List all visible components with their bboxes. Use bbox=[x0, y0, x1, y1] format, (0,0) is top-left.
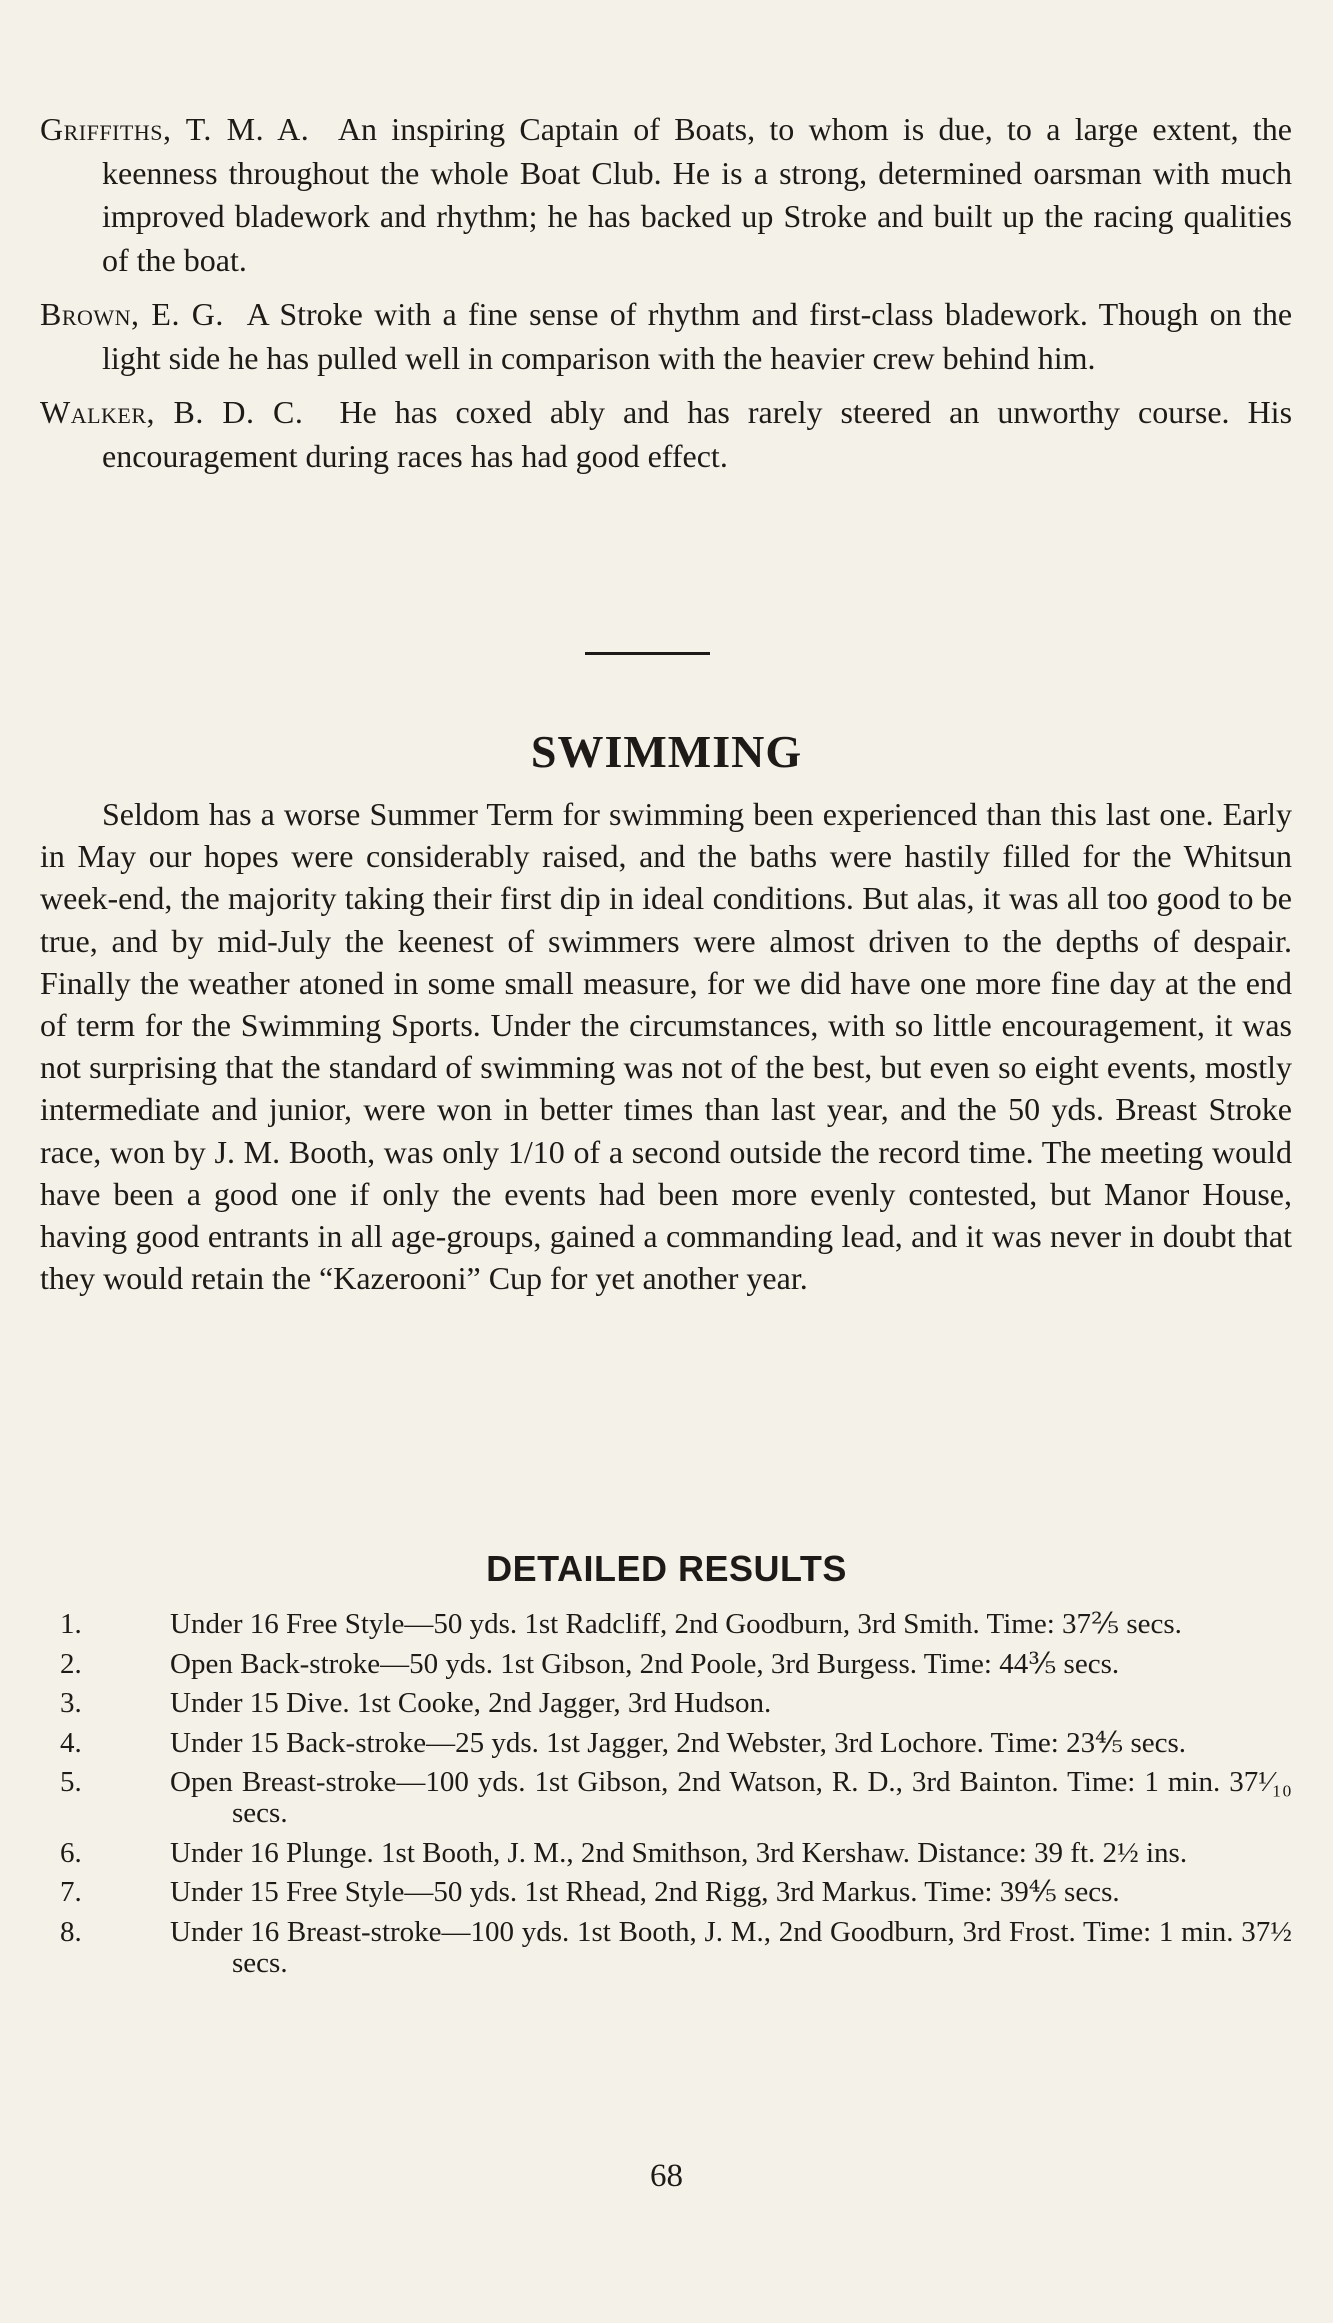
page-number: 68 bbox=[650, 2158, 683, 2194]
section-divider bbox=[585, 652, 710, 655]
entry-name: Griffiths, T. M. A. bbox=[40, 111, 310, 147]
entry-name: Walker, B. D. C. bbox=[40, 394, 304, 430]
result-number: 3. bbox=[60, 1687, 82, 1719]
result-item bbox=[60, 1728, 1292, 1759]
character-entry bbox=[40, 391, 1292, 478]
result-item bbox=[60, 1877, 1292, 1908]
result-item bbox=[60, 1609, 1292, 1640]
result-item bbox=[60, 1767, 1292, 1829]
section-heading: SWIMMING bbox=[530, 726, 803, 777]
entry-text: An inspiring Captain of Boats, to whom is due, to a large extent, the keenness throughout the whole Boat Club. He is a strong, determined oarsman with much improved bladework and rhythm; he has backed up Stroke and built up the racing qualities of the boat. bbox=[102, 111, 1293, 278]
result-number: 5. bbox=[60, 1766, 82, 1798]
result-text: Open Back-stroke—50 yds. 1st Gibson, 2nd Poole, 3rd Burgess. Time: 44⅗ secs. bbox=[170, 1647, 1120, 1680]
character-entry bbox=[40, 108, 1292, 282]
result-number: 1. bbox=[60, 1608, 82, 1640]
result-number: 6. bbox=[60, 1836, 82, 1869]
result-number: 2. bbox=[60, 1647, 82, 1680]
result-item bbox=[60, 1688, 1292, 1719]
result-text: Open Breast-stroke—100 yds. 1st Gibson, 2nd Watson, R. D., 3rd Bainton. Time: 1 min. 37¹⁄₁₀ secs. bbox=[170, 1766, 1292, 1829]
entry-text: A Stroke with a fine sense of rhythm and first-class bladework. Though on the light side he has pulled well in comparison with the heavier crew behind him. bbox=[102, 296, 1293, 376]
entry-name: Brown, E. G. bbox=[40, 296, 224, 332]
swimming-report-paragraph: Seldom has a worse Summer Term for swimming been experienced than this last one. Early in May our hopes were considerably raised, and the baths were hastily filled for the Whitsun week-end, the majority taking their first dip in ideal conditions. But alas, it was all too good to be true, and by mid-July the keenest of swimmers were almost driven to the depths of despair. Finally the weather atoned in some small measure, for we did have one more fine day at the end of term for the Swimming Sports. Under the circumstances, with so little encouragement, it was not surprising that the standard of swimming was not of the best, but even so eight events, mostly intermediate and junior, were won in better times than last year, and the 50 yds. Breast Stroke race, won by J. M. Booth, was only 1/10 of a second outside the record time. The meeting would have been a good one if only the events had been more evenly contested, but Manor House, having good entrants in all age-groups, gained a commanding lead, and it was never in doubt that they would retain the “Kazerooni” Cup for yet another year. bbox=[40, 796, 1292, 1297]
result-text: Under 16 Breast-stroke—100 yds. 1st Booth, J. M., 2nd Goodburn, 3rd Frost. Time: 1 min. 37½ secs. bbox=[170, 1915, 1292, 1979]
result-item bbox=[60, 1649, 1292, 1680]
result-item bbox=[60, 1838, 1292, 1869]
results-heading: DETAILED RESULTS bbox=[486, 1548, 847, 1589]
result-number: 7. bbox=[60, 1876, 82, 1908]
result-text: Under 16 Plunge. 1st Booth, J. M., 2nd Smithson, 3rd Kershaw. Distance: 39 ft. 2½ ins. bbox=[170, 1836, 1188, 1869]
result-text: Under 15 Back-stroke—25 yds. 1st Jagger, 2nd Webster, 3rd Lochore. Time: 23⅘ secs. bbox=[170, 1726, 1187, 1759]
result-number: 8. bbox=[60, 1915, 82, 1948]
result-text: Under 15 Dive. 1st Cooke, 2nd Jagger, 3rd Hudson. bbox=[170, 1687, 772, 1719]
result-number: 4. bbox=[60, 1726, 82, 1759]
boat-club-characters bbox=[40, 108, 1292, 489]
result-text: Under 16 Free Style—50 yds. 1st Radcliff, 2nd Goodburn, 3rd Smith. Time: 37⅖ secs. bbox=[170, 1608, 1182, 1640]
result-item bbox=[60, 1917, 1292, 1979]
entry-text: He has coxed ably and has rarely steered an unworthy course. His encouragement during races has had good effect. bbox=[102, 394, 1293, 474]
result-text: Under 15 Free Style—50 yds. 1st Rhead, 2nd Rigg, 3rd Markus. Time: 39⅘ secs. bbox=[170, 1876, 1120, 1908]
character-entry bbox=[40, 293, 1292, 380]
results-list bbox=[60, 1609, 1292, 1987]
